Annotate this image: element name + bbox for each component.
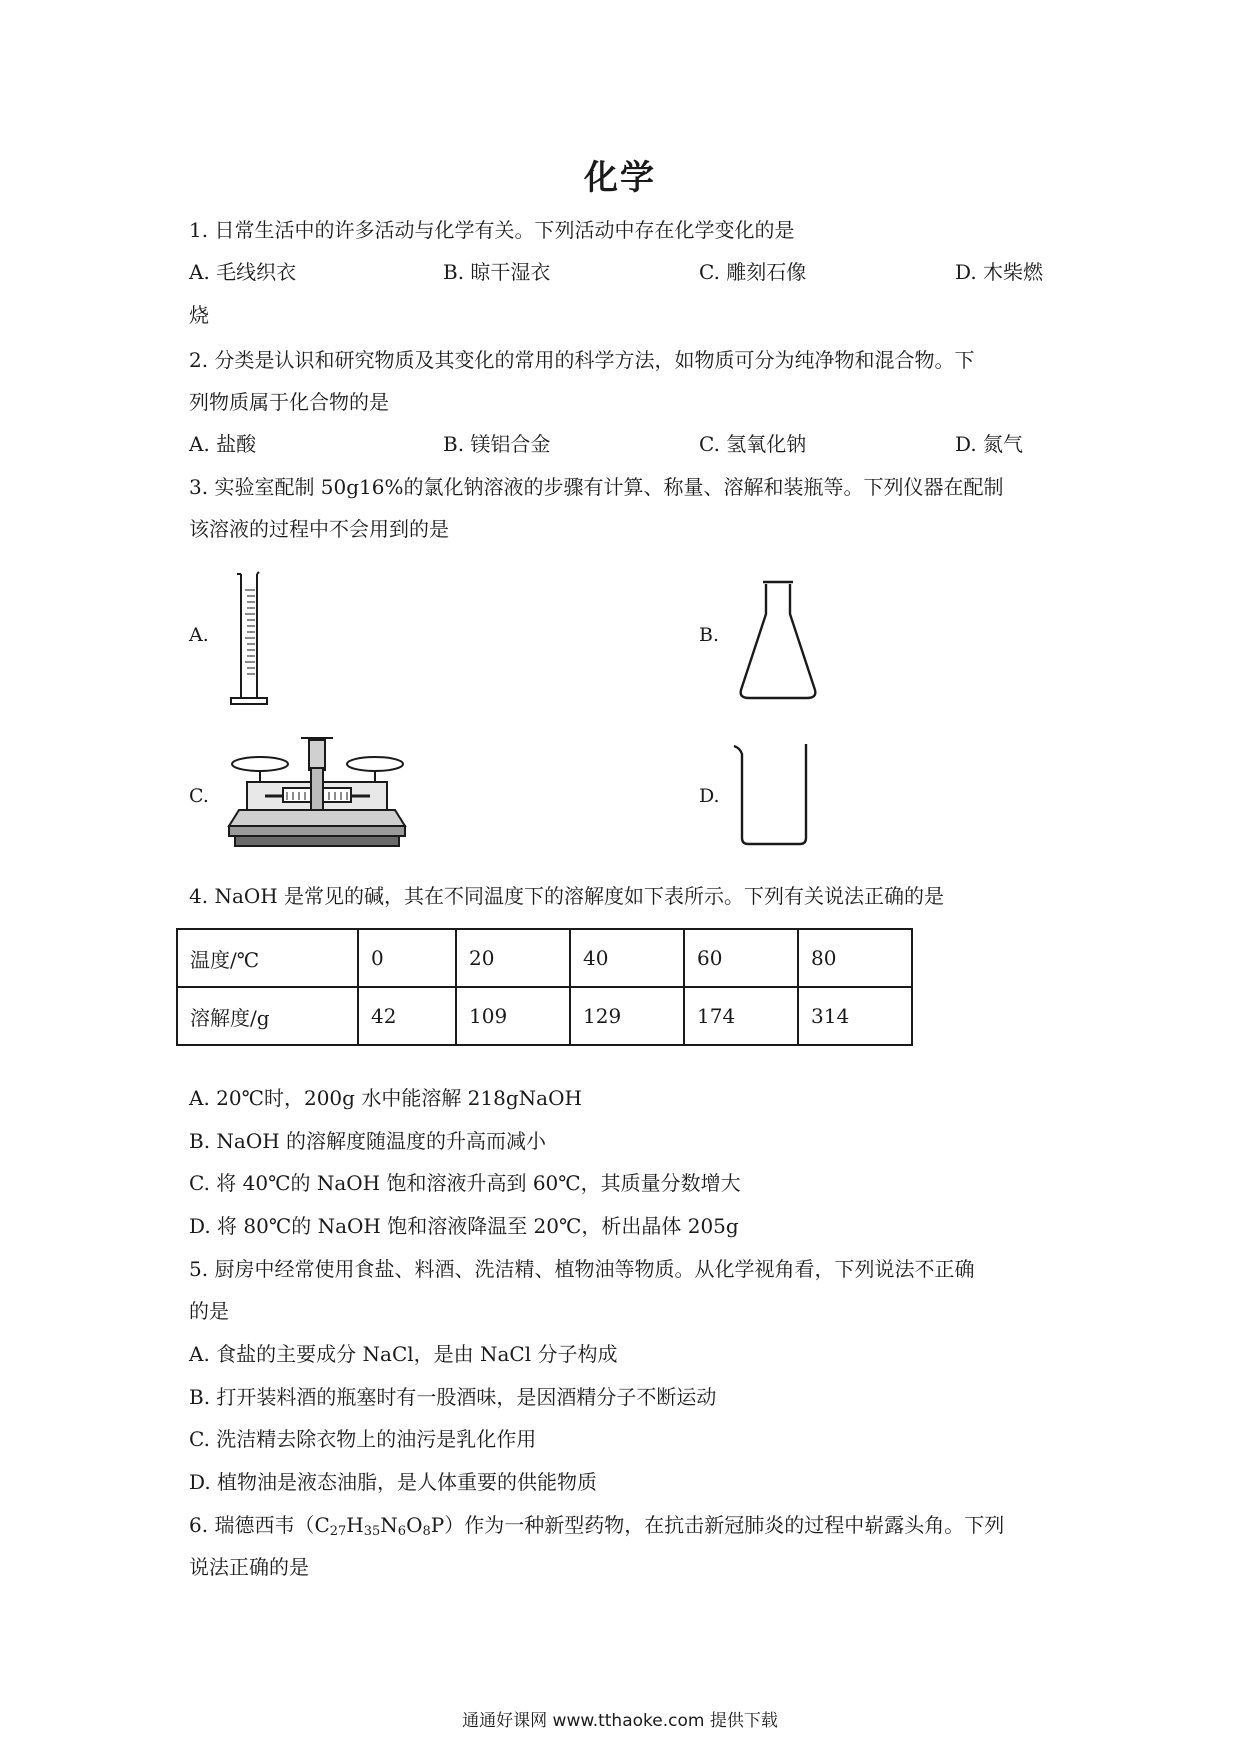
- q6-subscript-h: 35: [363, 1524, 381, 1539]
- question-5-stem-line1: 5. 厨房中经常使用食盐、料酒、洗洁精、植物油等物质。从化学视角看，下列说法不正确: [189, 1257, 975, 1281]
- q3-label-a: A.: [189, 624, 209, 646]
- q4-option-c: C. 将 40℃的 NaOH 饱和溶液升高到 60℃，其质量分数增大: [189, 1171, 741, 1195]
- table-row: [177, 987, 912, 1045]
- table-cell: 174: [684, 987, 798, 1045]
- table-cell: 109: [456, 987, 570, 1045]
- question-6-stem-line1: [189, 1511, 1004, 1546]
- q5-option-c: C. 洗洁精去除衣物上的油污是乳化作用: [189, 1427, 537, 1451]
- q4-option-d: D. 将 80℃的 NaOH 饱和溶液降温至 20℃，析出晶体 205g: [189, 1214, 739, 1238]
- q3-label-b: B.: [699, 624, 720, 646]
- q5-option-a: A. 食盐的主要成分 NaCl，是由 NaCl 分子构成: [189, 1342, 618, 1366]
- q1-option-a: A. 毛线织衣: [189, 260, 297, 284]
- q6-subscript-c: 27: [329, 1524, 347, 1539]
- q6-element-n: N: [380, 1513, 398, 1537]
- q6-subscript-o: 8: [422, 1524, 431, 1539]
- conical-flask-icon: [735, 578, 825, 706]
- solubility-table: [176, 928, 913, 1046]
- table-cell: 0: [358, 929, 456, 987]
- question-2-stem-line1: 2. 分类是认识和研究物质及其变化的常用的科学方法，如物质可分为纯净物和混合物。下: [189, 348, 975, 372]
- balance-scale-icon: [225, 730, 410, 855]
- q6-subscript-n: 6: [397, 1524, 407, 1539]
- table-cell: 60: [684, 929, 798, 987]
- q2-option-c: C. 氢氧化钠: [699, 432, 807, 456]
- question-6-stem-line2: 说法正确的是: [189, 1555, 309, 1579]
- table-row: [177, 929, 912, 987]
- q6-element-o: O: [406, 1513, 423, 1537]
- table-cell: 129: [570, 987, 684, 1045]
- q2-option-a: A. 盐酸: [189, 432, 257, 456]
- q6-element-h: H: [346, 1513, 364, 1537]
- q6-stem-prefix: 6. 瑞德西韦（C: [189, 1513, 330, 1537]
- question-3-stem-line1: 3. 实验室配制 50g16%的氯化钠溶液的步骤有计算、称量、溶解和装瓶等。下列仪器在配制: [189, 475, 1004, 499]
- q2-option-b: B. 镁铝合金: [443, 432, 551, 456]
- q4-option-a: A. 20℃时，200g 水中能溶解 218gNaOH: [189, 1086, 582, 1110]
- question-5-stem-line2: 的是: [189, 1299, 229, 1323]
- q1-option-b: B. 晾干湿衣: [443, 260, 551, 284]
- q6-stem-suffix: P）作为一种新型药物，在抗击新冠肺炎的过程中崭露头角。下列: [430, 1513, 1005, 1537]
- q1-option-d-wrap: 烧: [189, 303, 209, 327]
- question-4-stem: 4. NaOH 是常见的碱，其在不同温度下的溶解度如下表所示。下列有关说法正确的是: [189, 884, 945, 908]
- q5-option-b: B. 打开装料酒的瓶塞时有一股酒味，是因酒精分子不断运动: [189, 1385, 717, 1409]
- table-cell: 40: [570, 929, 684, 987]
- q1-option-c: C. 雕刻石像: [699, 260, 807, 284]
- table-cell: 80: [798, 929, 912, 987]
- q5-option-d: D. 植物油是液态油脂，是人体重要的供能物质: [189, 1470, 598, 1494]
- question-1-stem: 1. 日常生活中的许多活动与化学有关。下列活动中存在化学变化的是: [189, 218, 795, 242]
- table-header-cell: 溶解度/g: [177, 987, 358, 1045]
- question-3-stem-line2: 该溶液的过程中不会用到的是: [189, 517, 449, 541]
- graduated-cylinder-icon: [225, 570, 285, 710]
- question-2-stem-line2: 列物质属于化合物的是: [189, 390, 389, 414]
- q4-option-b: B. NaOH 的溶解度随温度的升高而减小: [189, 1129, 547, 1153]
- table-cell: 42: [358, 987, 456, 1045]
- table-header-cell: 温度/℃: [177, 929, 358, 987]
- q1-option-d: D. 木柴燃: [955, 260, 1044, 284]
- q2-option-d: D. 氮气: [955, 432, 1024, 456]
- q3-label-c: C.: [189, 785, 209, 807]
- beaker-icon: [730, 740, 815, 850]
- table-cell: 314: [798, 987, 912, 1045]
- page-footer: 通通好课网 www.tthaoke.com 提供下载: [462, 1711, 778, 1731]
- q3-label-d: D.: [699, 785, 720, 807]
- page-title: 化学: [584, 158, 656, 198]
- table-cell: 20: [456, 929, 570, 987]
